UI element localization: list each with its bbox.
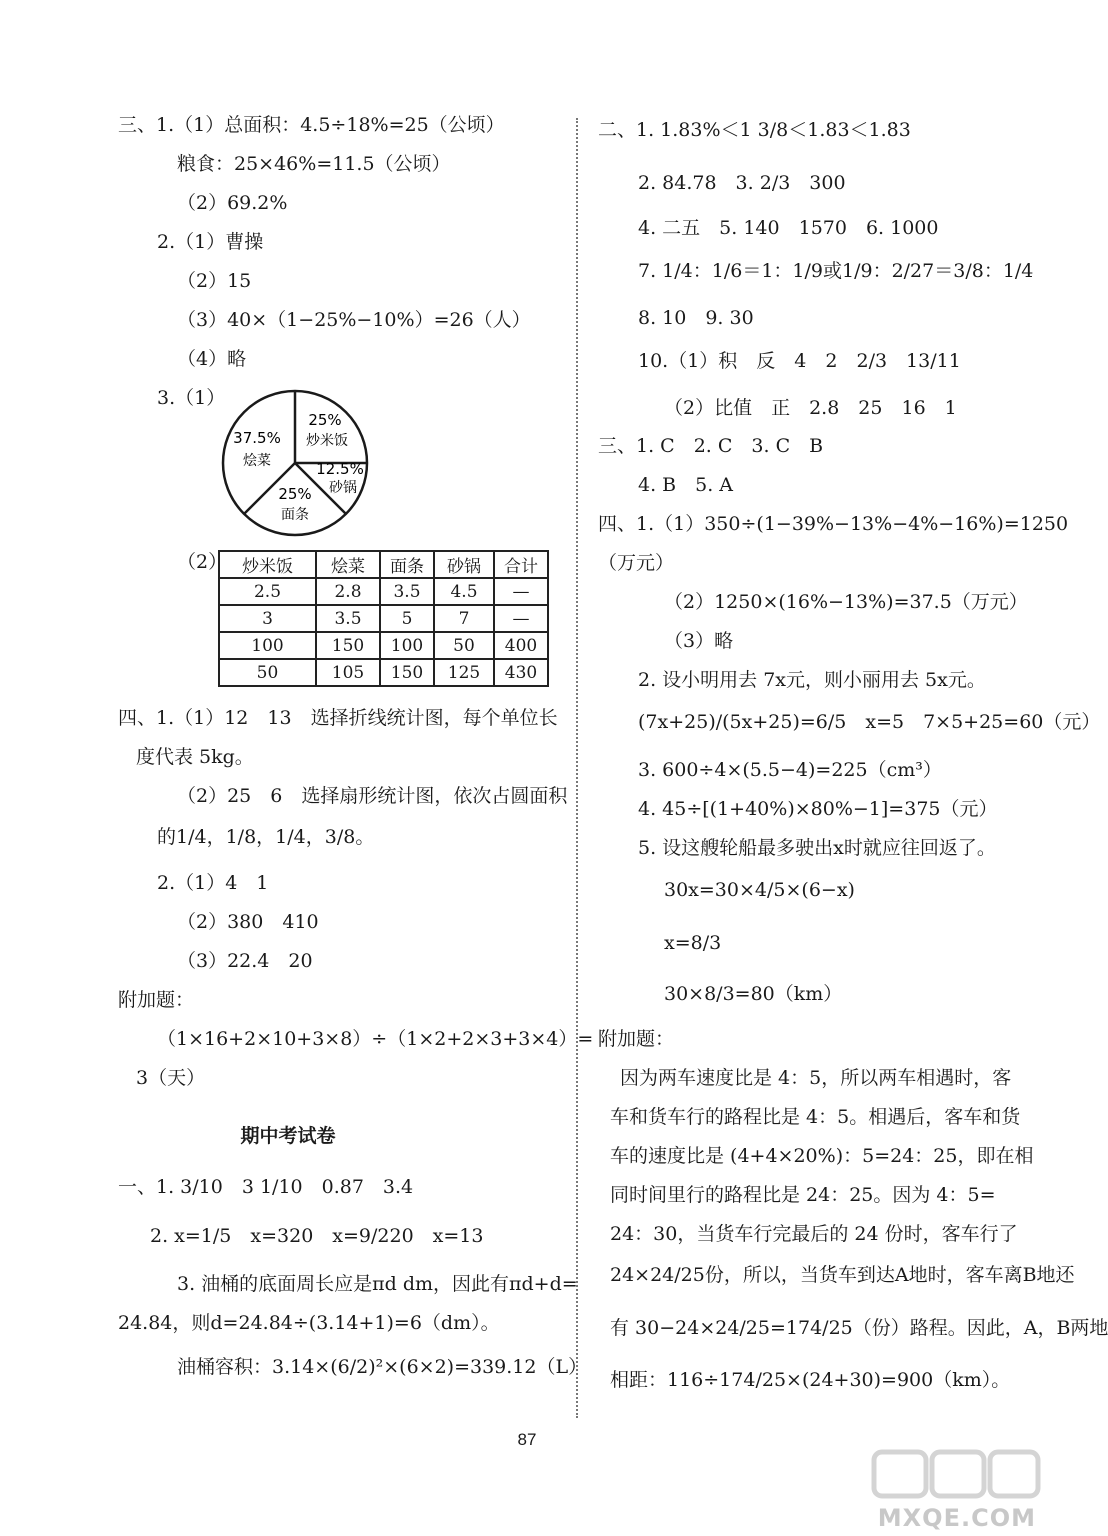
right-text-line: 车的速度比是 (4+4×20%)：5=24：25，即在相	[610, 1145, 1034, 1167]
right-text-line: 4. 45÷[(1+40%)×80%−1]=375（元）	[638, 798, 998, 820]
pie-slice-4-percent: 37.5%	[233, 429, 281, 447]
right-text-line: 相距：116÷174/25×(24+30)=900（km）。	[610, 1369, 1011, 1391]
table-header-row	[219, 551, 548, 578]
right-text-line: 因为两车速度比是 4：5，所以两车相遇时，客	[620, 1067, 1012, 1089]
right-text-line: 2. 设小明用去 7x元，则小丽用去 5x元。	[638, 669, 986, 691]
left-text-line: 24.84，则d=24.84÷(3.14+1)=6（dm）。	[118, 1312, 500, 1334]
right-text-line: （3）略	[664, 630, 734, 652]
table-cell: 4.5	[434, 578, 494, 605]
table-cell: 100	[380, 632, 434, 659]
right-text-line: 3. 600÷4×(5.5−4)=225（cm³）	[638, 759, 942, 781]
right-text-line: 24：30，当货车行完最后的 24 份时，客车行了	[610, 1223, 1018, 1245]
left-text-line: （2）69.2%	[177, 192, 288, 214]
table-cell: 150	[380, 659, 434, 686]
right-text-line: （2）比值 正 2.8 25 16 1	[664, 397, 957, 419]
left-text-line: （4）略	[177, 348, 247, 370]
table-header-cell: 合计	[494, 551, 548, 578]
page-number: 87	[517, 1430, 537, 1449]
watermark-shape	[990, 1452, 1038, 1496]
right-text-line: 5. 设这艘轮船最多驶出x时就应往回返了。	[638, 837, 996, 859]
table-cell: 430	[494, 659, 548, 686]
pie-slice-2-name: 砂锅	[329, 480, 357, 496]
right-text-line: 10.（1）积 反 4 2 2/3 13/11	[638, 350, 961, 372]
watermark-text: MXQE.COM	[877, 1504, 1036, 1532]
left-text-line: 四、1.（1）12 13 选择折线统计图，每个单位长	[118, 707, 558, 729]
pie-slice-1-name: 炒米饭	[306, 433, 348, 449]
right-text-line: 8. 10 9. 30	[638, 307, 754, 329]
table-row	[219, 578, 548, 605]
right-text-line: 车和货车行的路程比是 4：5。相遇后，客车和货	[610, 1106, 1021, 1128]
right-text-line: 同时间里行的路程比是 24：25。因为 4：5=	[610, 1184, 996, 1206]
section-title: 期中考试卷	[240, 1125, 336, 1147]
left-text-line: 的1/4，1/8，1/4，3/8。	[157, 826, 375, 848]
right-text-line: 有 30−24×24/25=174/25（份）路程。因此，A，B两地	[610, 1317, 1108, 1339]
table-header-cell: 炒米饭	[219, 551, 316, 578]
right-text-line: （2）1250×(16%−13%)=37.5（万元）	[664, 591, 1028, 613]
table-cell: 125	[434, 659, 494, 686]
table-cell: 7	[434, 605, 494, 632]
right-text-line: 4. 二五 5. 140 1570 6. 1000	[638, 217, 939, 239]
right-text-line: 二、1. 1.83%＜1 3/8＜1.83＜1.8̇3	[598, 119, 911, 141]
table-cell: 2.8	[316, 578, 380, 605]
left-text-line: （2）	[177, 551, 228, 573]
left-text-line: 2.（1）曹操	[157, 231, 264, 253]
left-text-line: 粮食：25×46%=11.5（公顷）	[177, 153, 451, 175]
right-text-line: x=8/3	[664, 932, 722, 954]
left-text-line: （2）15	[177, 270, 252, 292]
watermark-shape	[874, 1452, 926, 1496]
left-text-line: 2.（1）4 1	[157, 872, 269, 894]
left-text-line: 一、1. 3/10 3 1/10 0.87 3.4	[118, 1176, 414, 1198]
right-text-line: 24×24/25份，所以，当货车到达A地时，客车离B地还	[610, 1264, 1075, 1286]
left-text-line: 油桶容积：3.14×(6/2)²×(6×2)=339.12（L）	[177, 1356, 588, 1378]
pie-slice-1-percent: 25%	[308, 411, 342, 429]
right-text-line: (7x+25)/(5x+25)=6/5 x=5 7×5+25=60（元）	[638, 711, 1101, 733]
right-text-line: （万元）	[598, 552, 675, 574]
table-cell: —	[494, 578, 548, 605]
table-header-cell: 面条	[380, 551, 434, 578]
table-cell: 100	[219, 632, 316, 659]
sales-table	[218, 550, 549, 687]
pie-slice-2-percent: 12.5%	[316, 460, 364, 478]
right-text-line: 30×8/3=80（km）	[664, 983, 843, 1005]
table-cell: 105	[316, 659, 380, 686]
pie-chart	[220, 383, 370, 543]
table-cell: —	[494, 605, 548, 632]
left-text-line: 3.（1）	[157, 387, 226, 409]
right-text-line: 附加题：	[598, 1028, 675, 1050]
left-text-line: （3）40×（1−25%−10%）=26（人）	[177, 309, 531, 331]
watermark-shape	[932, 1452, 984, 1496]
table-cell: 3.5	[380, 578, 434, 605]
table-cell: 400	[494, 632, 548, 659]
left-text-line: （1×16+2×10+3×8）÷（1×2+2×3+3×4）=	[157, 1028, 594, 1050]
left-text-line: 附加题：	[118, 989, 195, 1011]
left-text-line: 2. x=1/5 x=320 x=9/220 x=13	[150, 1225, 484, 1247]
table-header-cell: 烩菜	[316, 551, 380, 578]
right-text-line: 30x=30×4/5×(6−x)	[664, 879, 855, 901]
left-text-line: （2）25 6 选择扇形统计图，依次占圆面积	[177, 785, 568, 807]
table-cell: 3.5	[316, 605, 380, 632]
left-text-line: 3. 油桶的底面周长应是πd dm，因此有πd+d=	[177, 1273, 578, 1295]
right-text-line: 四、1.（1）350÷(1−39%−13%−4%−16%)=1250	[598, 513, 1069, 535]
right-text-line: 4. B 5. A	[638, 474, 734, 496]
left-text-line: （3）22.4 20	[177, 950, 313, 972]
table-cell: 150	[316, 632, 380, 659]
table-row	[219, 632, 548, 659]
column-divider	[576, 118, 578, 1418]
pie-slice-3-name: 面条	[281, 507, 309, 523]
table-cell: 50	[219, 659, 316, 686]
left-text-line: 三、1.（1）总面积：4.5÷18%=25（公顷）	[118, 114, 505, 136]
table-cell: 2.5	[219, 578, 316, 605]
pie-slice-4-name: 烩菜	[243, 453, 271, 469]
table-cell: 50	[434, 632, 494, 659]
table-cell: 5	[380, 605, 434, 632]
table-cell: 3	[219, 605, 316, 632]
right-text-line: 7. 1/4：1/6＝1：1/9或1/9：2/27＝3/8：1/4	[638, 260, 1034, 282]
left-text-line: 度代表 5kg。	[136, 746, 254, 768]
left-text-line: （2）380 410	[177, 911, 319, 933]
table-row	[219, 659, 548, 686]
pie-slice-3-percent: 25%	[278, 485, 312, 503]
right-text-line: 三、1. C 2. C 3. C B	[598, 435, 824, 457]
left-text-line: 3（天）	[136, 1067, 206, 1089]
table-header-cell: 砂锅	[434, 551, 494, 578]
table-row	[219, 605, 548, 632]
right-text-line: 2. 84.78 3. 2/3 300	[638, 172, 846, 194]
